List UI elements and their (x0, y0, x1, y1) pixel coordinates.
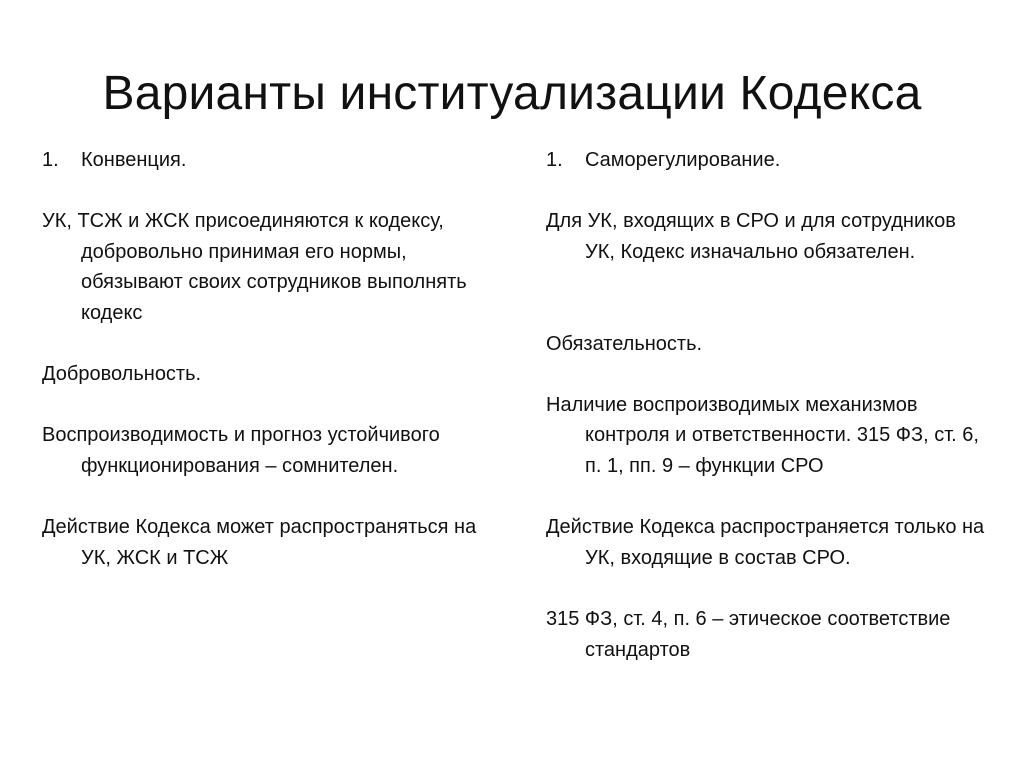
right-column (546, 145, 986, 665)
left-heading-number: 1. (42, 149, 59, 171)
left-heading (42, 145, 482, 176)
right-paragraph-1: Для УК, входящих в СРО и для сотрудников УК, Кодекс изначально обязателен. (546, 210, 956, 263)
right-paragraph-3: Наличие воспроизводимых механизмов контроля и ответственности. 315 ФЗ, ст. 6, п. 1, пп. 9 – функции СРО (546, 393, 979, 477)
right-paragraph-5: 315 ФЗ, ст. 4, п. 6 – этическое соответствие стандартов (546, 607, 951, 661)
left-heading-text: Конвенция. (81, 149, 187, 171)
left-column (42, 145, 482, 573)
left-paragraph-2: Добровольность. (42, 363, 202, 386)
slide-title: Варианты институализации Кодекса (102, 67, 922, 120)
left-paragraph-1: УК, ТСЖ и ЖСК присоединяются к кодексу, добровольно принимая его нормы, обязывают своих сотрудников выполнять кодекс (42, 210, 467, 324)
right-paragraph-2: Обязательность. (546, 332, 703, 355)
left-paragraph-3: Воспроизводимость и прогноз устойчивого функционирования – сомнителен. (42, 424, 440, 477)
right-paragraph-4: Действие Кодекса распространяется только на УК, входящие в состав СРО. (546, 516, 985, 569)
right-heading-number: 1. (546, 149, 563, 171)
right-heading (546, 145, 986, 176)
right-heading-text: Саморегулирование. (585, 149, 781, 171)
left-paragraph-4: Действие Кодекса может распространяться на УК, ЖСК и ТСЖ (42, 516, 477, 569)
